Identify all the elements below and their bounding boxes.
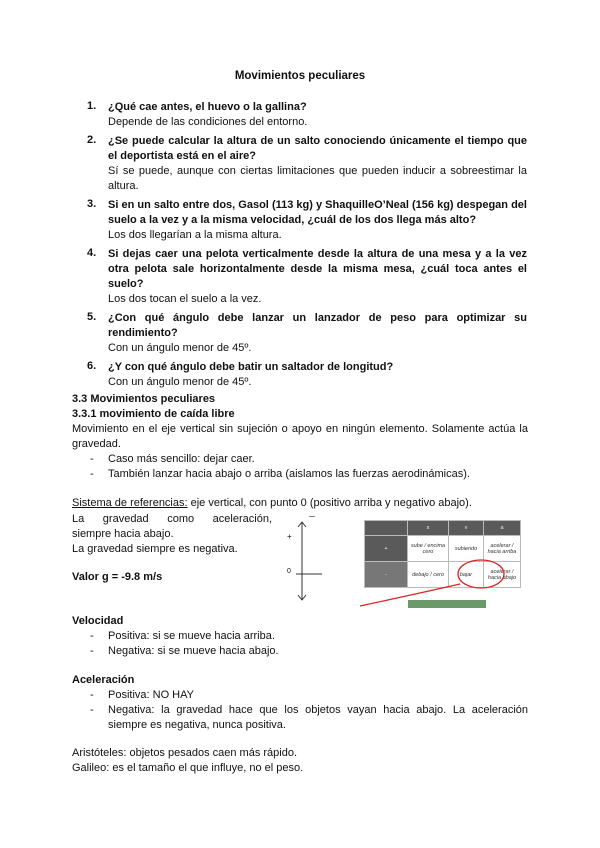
velocidad-block	[72, 614, 528, 659]
question-text: ¿Y con qué ángulo debe batir un saltador de longitud?	[108, 361, 394, 373]
question-number: 6.	[87, 360, 97, 372]
table-header	[365, 521, 408, 536]
gravity-line: La gravedad siempre es negativa.	[72, 543, 238, 555]
table-header: v	[449, 521, 484, 536]
table-cell: acelerar / hacia abajo	[484, 562, 521, 588]
question-text: ¿Qué cae antes, el huevo o la gallina?	[108, 101, 307, 113]
bullet-item: - Negativa: la gravedad hace que los objetos vayan hacia abajo. La aceleración siempre es negativa, nunca positiva.	[90, 703, 528, 733]
aceleracion-block	[72, 673, 528, 733]
closing-line: Galileo: es el tamaño el que influye, no el peso.	[72, 762, 304, 774]
gravity-text	[72, 512, 272, 557]
vertical-axis-figure	[282, 514, 322, 604]
question-text: Si dejas caer una pelota verticalmente desde la altura de una mesa y a la vez otra pelota sale horizontalmente desde la misma mesa, ¿cuál toca antes el suelo?	[108, 248, 527, 290]
answer-text: Con un ángulo menor de 45º.	[108, 342, 252, 354]
question-item	[87, 311, 527, 358]
page-title: Movimientos peculiares	[234, 70, 366, 82]
question-list	[87, 100, 527, 394]
question-text: ¿Se puede calcular la altura de un salto conociendo únicamente el tiempo que el deportista está en el aire?	[108, 135, 527, 162]
answer-text: Con un ángulo menor de 45º.	[108, 376, 252, 388]
table-cell: subiendo	[449, 536, 484, 562]
table-cell: sube / encima cero	[408, 536, 449, 562]
question-item	[87, 360, 527, 392]
answer-text: Los dos llegarían a la misma altura.	[108, 229, 282, 241]
question-item	[87, 198, 527, 245]
axis-zero-label: 0	[287, 568, 291, 575]
red-circle-mark	[458, 560, 504, 588]
reference-label: Sistema de referencias:	[72, 497, 188, 509]
table-cell: acelerar / hacia arriba	[484, 536, 521, 562]
bullet-item: - Positiva: si se mueve hacia arriba.	[90, 629, 528, 644]
bullet-item: - También lanzar hacia abajo o arriba (aislamos las fuerzas aerodinámicas).	[90, 467, 528, 482]
aceleracion-heading: Aceleración	[72, 674, 135, 686]
axis-plus-label: +	[287, 532, 292, 541]
table-cell: -	[365, 562, 408, 588]
question-text: ¿Con qué ángulo debe lanzar un lanzador de peso para optimizar su rendimiento?	[108, 312, 527, 339]
g-value: Valor g = -9.8 m/s	[72, 571, 163, 583]
section-intro: Movimiento en el eje vertical sin sujeción o apoyo en ningún elemento. Solamente actúa la gravedad.	[72, 423, 528, 450]
question-number: 2.	[87, 134, 97, 146]
gravity-line: La gravedad como aceleración,	[72, 513, 272, 525]
question-item	[87, 100, 527, 132]
velocidad-list	[72, 629, 528, 659]
reference-text: eje vertical, con punto 0 (positivo arriba y negativo abajo).	[187, 497, 472, 509]
velocidad-heading: Velocidad	[72, 615, 124, 627]
gravity-line: siempre hacia abajo.	[72, 528, 174, 540]
question-number: 5.	[87, 311, 97, 323]
section-heading: 3.3 Movimientos peculiares	[72, 393, 216, 405]
answer-text: Sí se puede, aunque con ciertas limitaciones que pueden inducir a sobreestimar la altura.	[108, 165, 527, 192]
green-image-strip	[408, 600, 486, 608]
tick-mark	[309, 516, 315, 517]
closing-line: Aristóteles: objetos pesados caen más rápido.	[72, 747, 298, 759]
bullet-item: - Positiva: NO HAY	[90, 688, 528, 703]
section-block	[72, 392, 528, 482]
table-header: a	[484, 521, 521, 536]
table-cell: +	[365, 536, 408, 562]
bullet-item: - Negativa: si se mueve hacia abajo.	[90, 644, 528, 659]
table-cell: bajar	[449, 562, 484, 588]
question-number: 3.	[87, 198, 97, 210]
closing-block	[72, 746, 528, 776]
handwritten-annotation	[356, 556, 516, 612]
question-number: 1.	[87, 100, 97, 112]
section-subheading: 3.3.1 movimiento de caída libre	[72, 408, 235, 420]
table-cell: debajo / cero	[408, 562, 449, 588]
question-item	[87, 247, 527, 309]
question-text: Si en un salto entre dos, Gasol (113 kg) y ShaquilleO’Neal (156 kg) despegan del suelo a la vez y a la misma velocidad, ¿cuál de los dos llega más alto?	[108, 199, 527, 226]
question-item	[87, 134, 527, 196]
reference-system-line	[72, 496, 528, 511]
question-number: 4.	[87, 247, 97, 259]
bullet-item: - Caso más sencillo: dejar caer.	[90, 452, 528, 467]
answer-text: Los dos tocan el suelo a la vez.	[108, 293, 262, 305]
table-header: s	[408, 521, 449, 536]
aceleracion-list	[72, 688, 528, 733]
intro-bullets	[72, 452, 528, 482]
answer-text: Depende de las condiciones del entorno.	[108, 116, 308, 128]
